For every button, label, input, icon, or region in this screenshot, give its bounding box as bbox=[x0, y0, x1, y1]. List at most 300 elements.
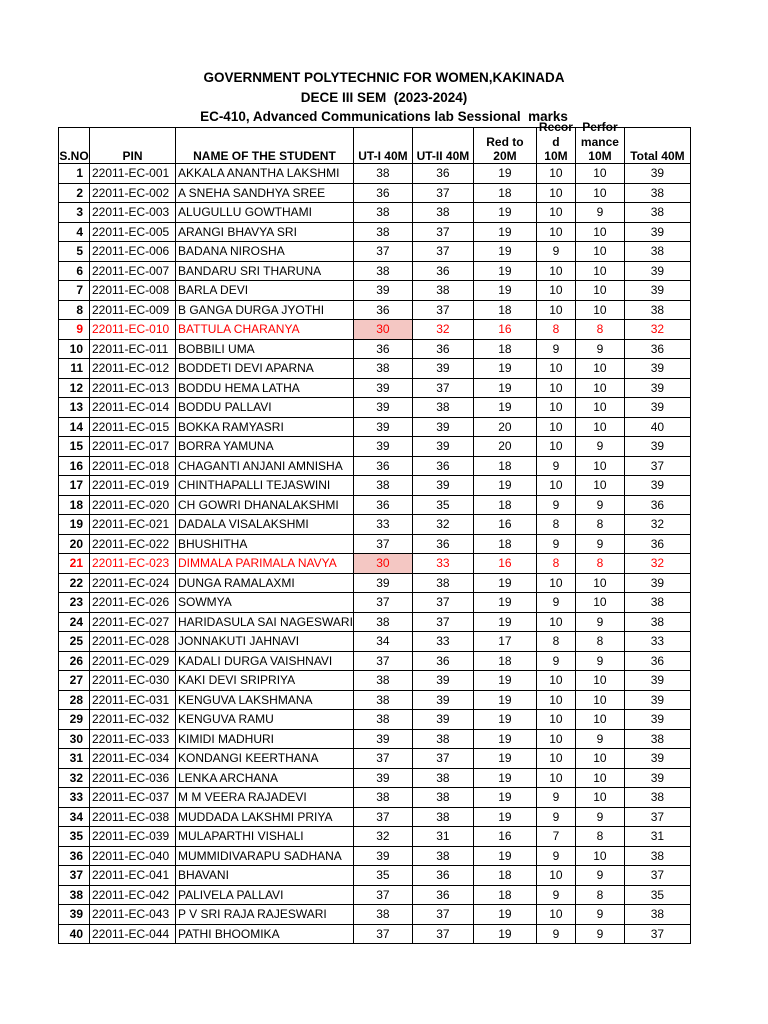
cell-record: 10 bbox=[536, 398, 575, 418]
cell-record: 10 bbox=[536, 437, 575, 457]
table-row bbox=[59, 905, 691, 925]
cell-name: HARIDASULA SAI NAGESWARI bbox=[176, 612, 354, 632]
subject-title: EC-410, Advanced Communications lab Sessional marks bbox=[200, 109, 568, 124]
cell-sno: 40 bbox=[59, 924, 90, 944]
cell-ut2: 38 bbox=[412, 807, 473, 827]
cell-performance: 10 bbox=[575, 476, 624, 496]
cell-pin: 22011-EC-006 bbox=[90, 242, 176, 262]
cell-red: 19 bbox=[473, 807, 536, 827]
cell-sno: 39 bbox=[59, 905, 90, 925]
cell-record: 10 bbox=[536, 300, 575, 320]
cell-red: 19 bbox=[473, 242, 536, 262]
cell-ut2: 37 bbox=[412, 924, 473, 944]
cell-ut1: 38 bbox=[353, 905, 412, 925]
cell-ut1: 39 bbox=[353, 729, 412, 749]
cell-sno: 35 bbox=[59, 827, 90, 847]
cell-sno: 22 bbox=[59, 573, 90, 593]
cell-record: 10 bbox=[536, 866, 575, 886]
table-row bbox=[59, 710, 691, 730]
cell-sno: 16 bbox=[59, 456, 90, 476]
cell-pin: 22011-EC-008 bbox=[90, 281, 176, 301]
cell-performance: 8 bbox=[575, 632, 624, 652]
cell-total: 38 bbox=[624, 300, 690, 320]
cell-ut2: 36 bbox=[412, 164, 473, 184]
cell-performance: 10 bbox=[575, 242, 624, 262]
cell-ut1: 38 bbox=[353, 690, 412, 710]
table-row bbox=[59, 164, 691, 184]
cell-sno: 3 bbox=[59, 203, 90, 223]
cell-ut2: 38 bbox=[412, 768, 473, 788]
cell-name: BHUSHITHA bbox=[176, 534, 354, 554]
table-row bbox=[59, 885, 691, 905]
cell-pin: 22011-EC-042 bbox=[90, 885, 176, 905]
cell-pin: 22011-EC-027 bbox=[90, 612, 176, 632]
cell-performance: 10 bbox=[575, 359, 624, 379]
cell-record: 10 bbox=[536, 261, 575, 281]
table-row bbox=[59, 222, 691, 242]
cell-red: 19 bbox=[473, 378, 536, 398]
header-row bbox=[59, 128, 691, 164]
cell-ut2: 39 bbox=[412, 476, 473, 496]
col-total: Total 40M bbox=[624, 128, 690, 164]
cell-name: BHAVANI bbox=[176, 866, 354, 886]
cell-record: 10 bbox=[536, 417, 575, 437]
cell-record: 7 bbox=[536, 827, 575, 847]
cell-sno: 7 bbox=[59, 281, 90, 301]
cell-ut2: 38 bbox=[412, 203, 473, 223]
table-row bbox=[59, 300, 691, 320]
cell-red: 18 bbox=[473, 339, 536, 359]
cell-total: 32 bbox=[624, 320, 690, 340]
cell-ut1: 37 bbox=[353, 242, 412, 262]
cell-pin: 22011-EC-039 bbox=[90, 827, 176, 847]
table-row bbox=[59, 924, 691, 944]
table-row bbox=[59, 437, 691, 457]
cell-performance: 9 bbox=[575, 339, 624, 359]
cell-sno: 13 bbox=[59, 398, 90, 418]
cell-ut2: 36 bbox=[412, 866, 473, 886]
cell-performance: 9 bbox=[575, 729, 624, 749]
cell-ut2: 38 bbox=[412, 398, 473, 418]
cell-pin: 22011-EC-019 bbox=[90, 476, 176, 496]
cell-performance: 10 bbox=[575, 710, 624, 730]
cell-red: 18 bbox=[473, 456, 536, 476]
cell-record: 10 bbox=[536, 905, 575, 925]
table-row bbox=[59, 807, 691, 827]
cell-total: 38 bbox=[624, 612, 690, 632]
cell-record: 9 bbox=[536, 534, 575, 554]
cell-sno: 4 bbox=[59, 222, 90, 242]
cell-name: LENKA ARCHANA bbox=[176, 768, 354, 788]
cell-pin: 22011-EC-023 bbox=[90, 554, 176, 574]
cell-total: 39 bbox=[624, 222, 690, 242]
cell-name: DIMMALA PARIMALA NAVYA bbox=[176, 554, 354, 574]
cell-pin: 22011-EC-015 bbox=[90, 417, 176, 437]
cell-red: 19 bbox=[473, 398, 536, 418]
cell-name: A SNEHA SANDHYA SREE bbox=[176, 183, 354, 203]
cell-name: BORRA YAMUNA bbox=[176, 437, 354, 457]
cell-ut1: 38 bbox=[353, 164, 412, 184]
cell-ut1: 39 bbox=[353, 398, 412, 418]
cell-ut2: 38 bbox=[412, 573, 473, 593]
cell-name: P V SRI RAJA RAJESWARI bbox=[176, 905, 354, 925]
cell-performance: 10 bbox=[575, 398, 624, 418]
cell-pin: 22011-EC-002 bbox=[90, 183, 176, 203]
cell-ut1: 39 bbox=[353, 573, 412, 593]
cell-total: 36 bbox=[624, 339, 690, 359]
cell-name: SOWMYA bbox=[176, 593, 354, 613]
cell-sno: 21 bbox=[59, 554, 90, 574]
cell-pin: 22011-EC-009 bbox=[90, 300, 176, 320]
cell-ut2: 39 bbox=[412, 690, 473, 710]
cell-name: BOKKA RAMYASRI bbox=[176, 417, 354, 437]
cell-pin: 22011-EC-024 bbox=[90, 573, 176, 593]
table-row bbox=[59, 690, 691, 710]
cell-name: BODDETI DEVI APARNA bbox=[176, 359, 354, 379]
semester-title: DECE III SEM (2023-2024) bbox=[300, 89, 468, 105]
cell-ut1: 37 bbox=[353, 807, 412, 827]
cell-record: 10 bbox=[536, 671, 575, 691]
cell-performance: 8 bbox=[575, 320, 624, 340]
cell-ut2: 36 bbox=[412, 651, 473, 671]
cell-record: 10 bbox=[536, 222, 575, 242]
cell-red: 19 bbox=[473, 612, 536, 632]
cell-ut2: 36 bbox=[412, 261, 473, 281]
table-row bbox=[59, 768, 691, 788]
cell-pin: 22011-EC-013 bbox=[90, 378, 176, 398]
cell-performance: 10 bbox=[575, 593, 624, 613]
cell-performance: 10 bbox=[575, 671, 624, 691]
cell-record: 10 bbox=[536, 729, 575, 749]
cell-record: 10 bbox=[536, 378, 575, 398]
cell-pin: 22011-EC-018 bbox=[90, 456, 176, 476]
cell-ut2: 38 bbox=[412, 846, 473, 866]
cell-ut1: 36 bbox=[353, 339, 412, 359]
cell-record: 10 bbox=[536, 749, 575, 769]
cell-total: 37 bbox=[624, 866, 690, 886]
cell-ut1: 38 bbox=[353, 671, 412, 691]
cell-sno: 34 bbox=[59, 807, 90, 827]
cell-red: 19 bbox=[473, 729, 536, 749]
cell-pin: 22011-EC-007 bbox=[90, 261, 176, 281]
cell-ut2: 37 bbox=[412, 612, 473, 632]
cell-red: 18 bbox=[473, 885, 536, 905]
cell-pin: 22011-EC-041 bbox=[90, 866, 176, 886]
cell-record: 9 bbox=[536, 788, 575, 808]
table-row bbox=[59, 183, 691, 203]
cell-pin: 22011-EC-032 bbox=[90, 710, 176, 730]
cell-pin: 22011-EC-012 bbox=[90, 359, 176, 379]
cell-total: 32 bbox=[624, 554, 690, 574]
cell-sno: 27 bbox=[59, 671, 90, 691]
cell-total: 38 bbox=[624, 183, 690, 203]
cell-ut2: 36 bbox=[412, 456, 473, 476]
table-row bbox=[59, 261, 691, 281]
cell-pin: 22011-EC-038 bbox=[90, 807, 176, 827]
col-ut1: UT-I 40M bbox=[353, 128, 412, 164]
cell-red: 19 bbox=[473, 671, 536, 691]
cell-name: DADALA VISALAKSHMI bbox=[176, 515, 354, 535]
cell-red: 16 bbox=[473, 515, 536, 535]
cell-name: BADANA NIROSHA bbox=[176, 242, 354, 262]
cell-performance: 10 bbox=[575, 261, 624, 281]
cell-performance: 8 bbox=[575, 827, 624, 847]
table-row bbox=[59, 749, 691, 769]
cell-name: DUNGA RAMALAXMI bbox=[176, 573, 354, 593]
cell-ut1: 38 bbox=[353, 222, 412, 242]
cell-sno: 17 bbox=[59, 476, 90, 496]
cell-record: 9 bbox=[536, 593, 575, 613]
cell-ut2: 37 bbox=[412, 242, 473, 262]
cell-record: 8 bbox=[536, 632, 575, 652]
table-row bbox=[59, 242, 691, 262]
cell-red: 19 bbox=[473, 203, 536, 223]
cell-sno: 29 bbox=[59, 710, 90, 730]
cell-performance: 10 bbox=[575, 281, 624, 301]
cell-sno: 11 bbox=[59, 359, 90, 379]
table-row bbox=[59, 671, 691, 691]
cell-red: 19 bbox=[473, 359, 536, 379]
cell-red: 19 bbox=[473, 749, 536, 769]
cell-performance: 8 bbox=[575, 554, 624, 574]
cell-total: 39 bbox=[624, 749, 690, 769]
cell-name: BATTULA CHARANYA bbox=[176, 320, 354, 340]
cell-ut2: 37 bbox=[412, 222, 473, 242]
cell-ut2: 33 bbox=[412, 632, 473, 652]
cell-record: 10 bbox=[536, 710, 575, 730]
cell-name: MUMMIDIVARAPU SADHANA bbox=[176, 846, 354, 866]
cell-record: 10 bbox=[536, 183, 575, 203]
cell-sno: 24 bbox=[59, 612, 90, 632]
cell-red: 19 bbox=[473, 710, 536, 730]
cell-ut1: 37 bbox=[353, 924, 412, 944]
cell-ut1: 37 bbox=[353, 651, 412, 671]
cell-sno: 10 bbox=[59, 339, 90, 359]
cell-red: 19 bbox=[473, 905, 536, 925]
cell-ut1: 37 bbox=[353, 534, 412, 554]
cell-ut1: 35 bbox=[353, 866, 412, 886]
marks-table bbox=[58, 120, 691, 944]
cell-performance: 9 bbox=[575, 534, 624, 554]
cell-total: 40 bbox=[624, 417, 690, 437]
cell-performance: 10 bbox=[575, 164, 624, 184]
cell-red: 16 bbox=[473, 320, 536, 340]
table-row bbox=[59, 593, 691, 613]
cell-ut2: 37 bbox=[412, 183, 473, 203]
cell-performance: 8 bbox=[575, 515, 624, 535]
cell-name: CHINTHAPALLI TEJASWINI bbox=[176, 476, 354, 496]
cell-total: 39 bbox=[624, 476, 690, 496]
cell-ut2: 38 bbox=[412, 281, 473, 301]
cell-performance: 9 bbox=[575, 612, 624, 632]
cell-total: 37 bbox=[624, 924, 690, 944]
cell-ut2: 33 bbox=[412, 554, 473, 574]
cell-performance: 10 bbox=[575, 749, 624, 769]
cell-performance: 10 bbox=[575, 222, 624, 242]
cell-total: 39 bbox=[624, 261, 690, 281]
cell-total: 38 bbox=[624, 905, 690, 925]
table-row bbox=[59, 573, 691, 593]
cell-ut1: 38 bbox=[353, 261, 412, 281]
cell-red: 18 bbox=[473, 300, 536, 320]
table-row bbox=[59, 612, 691, 632]
table-row bbox=[59, 554, 691, 574]
cell-pin: 22011-EC-043 bbox=[90, 905, 176, 925]
cell-pin: 22011-EC-010 bbox=[90, 320, 176, 340]
cell-ut1: 39 bbox=[353, 378, 412, 398]
table-row bbox=[59, 359, 691, 379]
cell-red: 18 bbox=[473, 534, 536, 554]
cell-total: 32 bbox=[624, 515, 690, 535]
cell-record: 10 bbox=[536, 359, 575, 379]
table-row bbox=[59, 827, 691, 847]
cell-performance: 9 bbox=[575, 437, 624, 457]
table-row bbox=[59, 398, 691, 418]
cell-performance: 9 bbox=[575, 807, 624, 827]
institution-title: GOVERNMENT POLYTECHNIC FOR WOMEN,KAKINADA bbox=[203, 70, 565, 85]
table-row bbox=[59, 495, 691, 515]
cell-name: B GANGA DURGA JYOTHI bbox=[176, 300, 354, 320]
cell-ut2: 37 bbox=[412, 300, 473, 320]
cell-ut1: 37 bbox=[353, 885, 412, 905]
cell-red: 19 bbox=[473, 222, 536, 242]
cell-total: 39 bbox=[624, 768, 690, 788]
cell-pin: 22011-EC-001 bbox=[90, 164, 176, 184]
cell-record: 9 bbox=[536, 924, 575, 944]
col-record bbox=[536, 120, 575, 164]
cell-ut1: 32 bbox=[353, 827, 412, 847]
cell-name: KENGUVA RAMU bbox=[176, 710, 354, 730]
cell-pin: 22011-EC-029 bbox=[90, 651, 176, 671]
cell-name: MUDDADA LAKSHMI PRIYA bbox=[176, 807, 354, 827]
cell-pin: 22011-EC-044 bbox=[90, 924, 176, 944]
cell-name: PALIVELA PALLAVI bbox=[176, 885, 354, 905]
cell-total: 39 bbox=[624, 378, 690, 398]
col-performance bbox=[575, 120, 624, 164]
cell-pin: 22011-EC-003 bbox=[90, 203, 176, 223]
cell-pin: 22011-EC-036 bbox=[90, 768, 176, 788]
cell-ut1: 38 bbox=[353, 476, 412, 496]
cell-total: 37 bbox=[624, 456, 690, 476]
cell-total: 36 bbox=[624, 651, 690, 671]
cell-sno: 15 bbox=[59, 437, 90, 457]
cell-ut1: 38 bbox=[353, 359, 412, 379]
cell-ut2: 37 bbox=[412, 378, 473, 398]
cell-performance: 10 bbox=[575, 456, 624, 476]
col-red-line1: Red to bbox=[486, 135, 524, 149]
cell-ut2: 36 bbox=[412, 885, 473, 905]
cell-record: 9 bbox=[536, 807, 575, 827]
cell-record: 10 bbox=[536, 281, 575, 301]
cell-pin: 22011-EC-017 bbox=[90, 437, 176, 457]
cell-total: 31 bbox=[624, 827, 690, 847]
cell-pin: 22011-EC-031 bbox=[90, 690, 176, 710]
cell-name: KAKI DEVI SRIPRIYA bbox=[176, 671, 354, 691]
cell-red: 18 bbox=[473, 183, 536, 203]
cell-ut1: 33 bbox=[353, 515, 412, 535]
cell-pin: 22011-EC-034 bbox=[90, 749, 176, 769]
col-name: NAME OF THE STUDENT bbox=[176, 128, 354, 164]
cell-red: 18 bbox=[473, 866, 536, 886]
cell-sno: 12 bbox=[59, 378, 90, 398]
cell-sno: 14 bbox=[59, 417, 90, 437]
cell-total: 35 bbox=[624, 885, 690, 905]
cell-red: 19 bbox=[473, 261, 536, 281]
cell-performance: 8 bbox=[575, 885, 624, 905]
cell-total: 39 bbox=[624, 690, 690, 710]
cell-ut1: 36 bbox=[353, 183, 412, 203]
cell-total: 38 bbox=[624, 203, 690, 223]
cell-ut2: 37 bbox=[412, 593, 473, 613]
cell-total: 39 bbox=[624, 710, 690, 730]
cell-pin: 22011-EC-005 bbox=[90, 222, 176, 242]
cell-record: 8 bbox=[536, 515, 575, 535]
cell-record: 10 bbox=[536, 612, 575, 632]
table-row bbox=[59, 203, 691, 223]
cell-performance: 10 bbox=[575, 183, 624, 203]
cell-ut2: 37 bbox=[412, 749, 473, 769]
cell-performance: 9 bbox=[575, 905, 624, 925]
cell-name: CH GOWRI DHANALAKSHMI bbox=[176, 495, 354, 515]
cell-ut1: 38 bbox=[353, 612, 412, 632]
cell-pin: 22011-EC-014 bbox=[90, 398, 176, 418]
cell-pin: 22011-EC-033 bbox=[90, 729, 176, 749]
cell-ut2: 39 bbox=[412, 417, 473, 437]
cell-sno: 20 bbox=[59, 534, 90, 554]
cell-sno: 5 bbox=[59, 242, 90, 262]
cell-ut1: 37 bbox=[353, 749, 412, 769]
cell-record: 9 bbox=[536, 242, 575, 262]
table-row bbox=[59, 515, 691, 535]
cell-red: 20 bbox=[473, 417, 536, 437]
cell-ut2: 36 bbox=[412, 339, 473, 359]
cell-sno: 6 bbox=[59, 261, 90, 281]
cell-total: 36 bbox=[624, 534, 690, 554]
cell-total: 38 bbox=[624, 729, 690, 749]
col-pin: PIN bbox=[90, 128, 176, 164]
cell-red: 19 bbox=[473, 573, 536, 593]
cell-red: 16 bbox=[473, 554, 536, 574]
cell-sno: 23 bbox=[59, 593, 90, 613]
cell-sno: 28 bbox=[59, 690, 90, 710]
cell-name: BARLA DEVI bbox=[176, 281, 354, 301]
sheet-header bbox=[0, 68, 768, 127]
cell-performance: 10 bbox=[575, 788, 624, 808]
cell-total: 39 bbox=[624, 281, 690, 301]
cell-sno: 19 bbox=[59, 515, 90, 535]
cell-ut2: 39 bbox=[412, 671, 473, 691]
cell-sno: 18 bbox=[59, 495, 90, 515]
cell-red: 19 bbox=[473, 788, 536, 808]
cell-sno: 30 bbox=[59, 729, 90, 749]
cell-pin: 22011-EC-011 bbox=[90, 339, 176, 359]
cell-red: 20 bbox=[473, 437, 536, 457]
cell-performance: 10 bbox=[575, 846, 624, 866]
cell-record: 10 bbox=[536, 573, 575, 593]
col-performance-line1: Perfor bbox=[582, 120, 618, 134]
cell-ut2: 35 bbox=[412, 495, 473, 515]
cell-name: KIMIDI MADHURI bbox=[176, 729, 354, 749]
table-row bbox=[59, 729, 691, 749]
table-row bbox=[59, 534, 691, 554]
cell-sno: 8 bbox=[59, 300, 90, 320]
cell-pin: 22011-EC-040 bbox=[90, 846, 176, 866]
cell-name: KENGUVA LAKSHMANA bbox=[176, 690, 354, 710]
table-body bbox=[59, 164, 691, 944]
cell-performance: 9 bbox=[575, 203, 624, 223]
cell-record: 10 bbox=[536, 768, 575, 788]
cell-total: 39 bbox=[624, 398, 690, 418]
